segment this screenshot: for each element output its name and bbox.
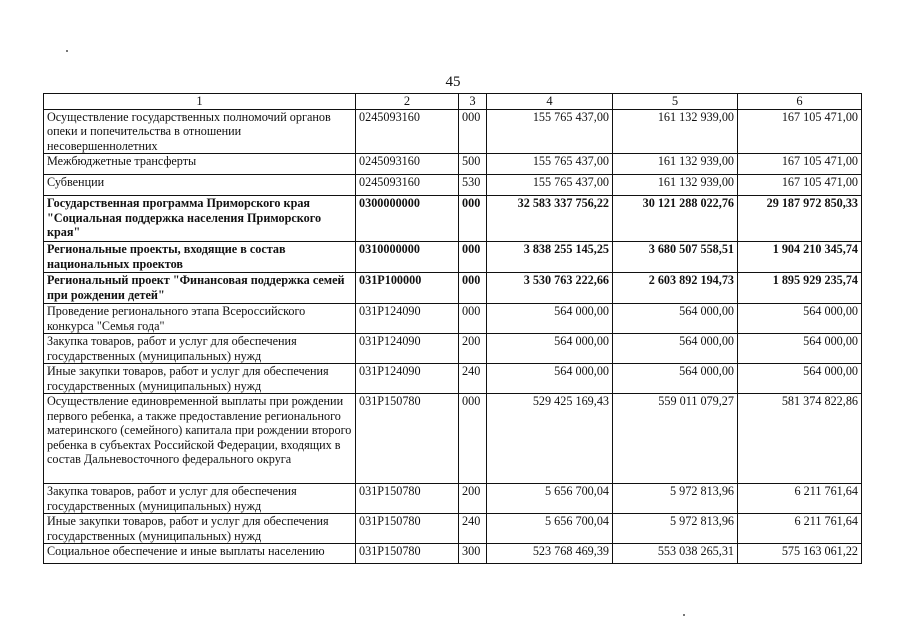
row-target-code: 031P150780: [356, 394, 459, 484]
row-target-code: 0245093160: [356, 175, 459, 196]
col-header-2: 2: [356, 94, 459, 110]
col-header-3: 3: [459, 94, 487, 110]
header-row: [44, 94, 862, 110]
row-name: Закупка товаров, работ и услуг для обеспечения государственных (муниципальных) нужд: [44, 334, 356, 364]
row-target-code: 031P100000: [356, 273, 459, 304]
row-amount-col5: 161 132 939,00: [613, 109, 738, 154]
row-amount-col5: 564 000,00: [613, 334, 738, 364]
row-amount-col4: 564 000,00: [487, 364, 613, 394]
col-header-5: 5: [613, 94, 738, 110]
row-amount-col4: 564 000,00: [487, 334, 613, 364]
row-expense-type: 240: [459, 364, 487, 394]
row-expense-type: 500: [459, 154, 487, 175]
row-amount-col5: 564 000,00: [613, 364, 738, 394]
row-amount-col4: 32 583 337 756,22: [487, 196, 613, 242]
col-header-6: 6: [738, 94, 862, 110]
row-amount-col5: 161 132 939,00: [613, 175, 738, 196]
col-header-4: 4: [487, 94, 613, 110]
row-amount-col6: 1 904 210 345,74: [738, 242, 862, 273]
scan-speck: [683, 614, 685, 616]
table-row: [44, 304, 862, 334]
row-amount-col5: 564 000,00: [613, 304, 738, 334]
row-name: Закупка товаров, работ и услуг для обеспечения государственных (муниципальных) нужд: [44, 484, 356, 514]
table-row: [44, 196, 862, 242]
row-target-code: 031P124090: [356, 364, 459, 394]
row-name: Межбюджетные трансферты: [44, 154, 356, 175]
row-target-code: 031P150780: [356, 514, 459, 544]
row-name: Государственная программа Приморского края "Социальная поддержка населения Приморского края": [44, 196, 356, 242]
row-expense-type: 240: [459, 514, 487, 544]
row-name: Иные закупки товаров, работ и услуг для обеспечения государственных (муниципальных) нужд: [44, 514, 356, 544]
row-amount-col5: 5 972 813,96: [613, 514, 738, 544]
scan-speck: [66, 50, 68, 52]
row-amount-col6: 6 211 761,64: [738, 514, 862, 544]
row-amount-col4: 523 768 469,39: [487, 544, 613, 564]
table-row: [44, 334, 862, 364]
table-row: [44, 154, 862, 175]
table-row: [44, 273, 862, 304]
row-amount-col5: 161 132 939,00: [613, 154, 738, 175]
row-expense-type: 000: [459, 196, 487, 242]
row-expense-type: 000: [459, 242, 487, 273]
row-amount-col6: 167 105 471,00: [738, 175, 862, 196]
row-expense-type: 300: [459, 544, 487, 564]
row-amount-col6: 564 000,00: [738, 364, 862, 394]
row-expense-type: 200: [459, 334, 487, 364]
row-amount-col4: 3 838 255 145,25: [487, 242, 613, 273]
table-row: [44, 484, 862, 514]
row-amount-col6: 167 105 471,00: [738, 109, 862, 154]
row-target-code: 0300000000: [356, 196, 459, 242]
table-row: [44, 544, 862, 564]
row-target-code: 0245093160: [356, 154, 459, 175]
row-amount-col4: 155 765 437,00: [487, 109, 613, 154]
row-amount-col4: 564 000,00: [487, 304, 613, 334]
row-name: Иные закупки товаров, работ и услуг для обеспечения государственных (муниципальных) нужд: [44, 364, 356, 394]
row-name: Осуществление единовременной выплаты при рождении первого ребенка, а также предоставление регионального материнского (семейного) капитала при рождении второго ребенка в субъектах Российской Федерации, входящих в состав Дальневосточного федерального округа: [44, 394, 356, 484]
row-name: Региональные проекты, входящие в состав национальных проектов: [44, 242, 356, 273]
row-target-code: 031P150780: [356, 544, 459, 564]
row-amount-col5: 30 121 288 022,76: [613, 196, 738, 242]
row-amount-col6: 29 187 972 850,33: [738, 196, 862, 242]
row-amount-col6: 1 895 929 235,74: [738, 273, 862, 304]
table-row: [44, 364, 862, 394]
row-target-code: 0310000000: [356, 242, 459, 273]
row-expense-type: 000: [459, 273, 487, 304]
table-row: [44, 175, 862, 196]
row-amount-col5: 2 603 892 194,73: [613, 273, 738, 304]
row-name: Социальное обеспечение и иные выплаты населению: [44, 544, 356, 564]
row-amount-col4: 5 656 700,04: [487, 484, 613, 514]
page-number: 45: [445, 74, 461, 90]
table-row: [44, 394, 862, 484]
row-amount-col6: 564 000,00: [738, 334, 862, 364]
table-row: [44, 109, 862, 154]
row-amount-col4: 3 530 763 222,66: [487, 273, 613, 304]
row-amount-col4: 155 765 437,00: [487, 175, 613, 196]
budget-table: [43, 93, 862, 564]
row-expense-type: 000: [459, 109, 487, 154]
table-row: [44, 514, 862, 544]
row-name: Региональный проект "Финансовая поддержка семей при рождении детей": [44, 273, 356, 304]
row-amount-col6: 575 163 061,22: [738, 544, 862, 564]
row-amount-col4: 5 656 700,04: [487, 514, 613, 544]
row-amount-col5: 5 972 813,96: [613, 484, 738, 514]
row-target-code: 031P150780: [356, 484, 459, 514]
row-amount-col4: 529 425 169,43: [487, 394, 613, 484]
row-expense-type: 000: [459, 304, 487, 334]
row-amount-col6: 6 211 761,64: [738, 484, 862, 514]
row-amount-col5: 553 038 265,31: [613, 544, 738, 564]
row-amount-col5: 559 011 079,27: [613, 394, 738, 484]
row-amount-col5: 3 680 507 558,51: [613, 242, 738, 273]
row-amount-col6: 564 000,00: [738, 304, 862, 334]
row-name: Субвенции: [44, 175, 356, 196]
row-expense-type: 200: [459, 484, 487, 514]
col-header-1: 1: [44, 94, 356, 110]
row-target-code: 0245093160: [356, 109, 459, 154]
row-amount-col6: 581 374 822,86: [738, 394, 862, 484]
row-amount-col6: 167 105 471,00: [738, 154, 862, 175]
row-expense-type: 530: [459, 175, 487, 196]
row-target-code: 031P124090: [356, 334, 459, 364]
row-amount-col4: 155 765 437,00: [487, 154, 613, 175]
row-name: Осуществление государственных полномочий органов опеки и попечительства в отношении несовершеннолетних: [44, 109, 356, 154]
row-name: Проведение регионального этапа Всероссийского конкурса "Семья года": [44, 304, 356, 334]
row-target-code: 031P124090: [356, 304, 459, 334]
row-expense-type: 000: [459, 394, 487, 484]
table-row: [44, 242, 862, 273]
